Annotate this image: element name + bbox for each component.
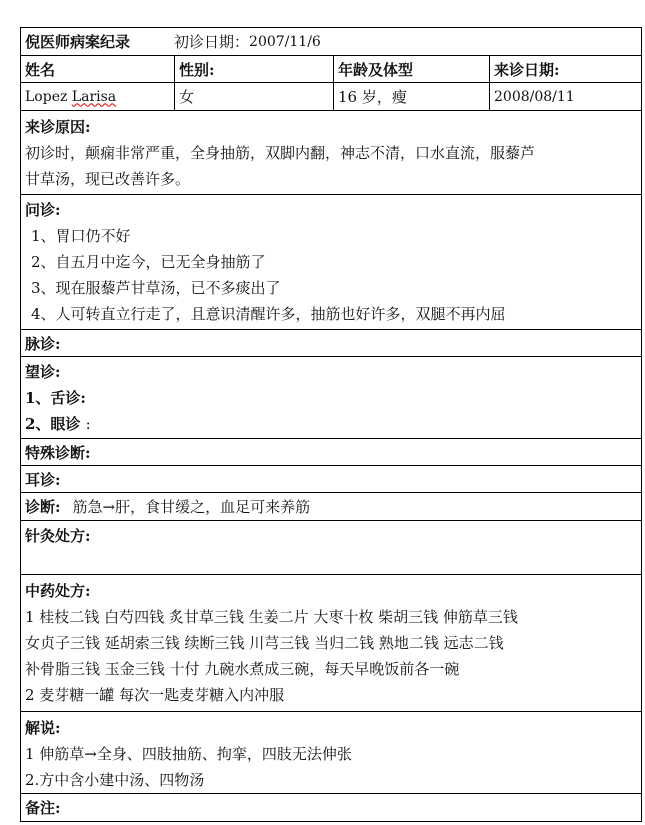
case-record-table — [20, 27, 642, 822]
doc-title: 倪医师病案纪录 — [25, 33, 131, 51]
pulse-section — [21, 330, 641, 357]
info-label-row — [21, 56, 641, 83]
inquiry-line: 1、胃口仍不好 — [31, 227, 131, 245]
visit-date: 2008/08/11 — [494, 88, 575, 105]
pulse-heading: 脉诊: — [25, 334, 61, 353]
patient-gender: 女 — [175, 83, 334, 110]
eye-exam-label — [25, 411, 637, 437]
remarks-section — [21, 794, 641, 821]
herbal-line: 女贞子三钱 延胡索三钱 续断三钱 川芎三钱 当归二钱 熟地二钱 远志二钱 — [25, 634, 504, 652]
title-row — [21, 28, 641, 56]
inquiry-line: 2、自五月中迄今，已无全身抽筋了 — [31, 253, 266, 271]
name-label: 姓名 — [21, 56, 175, 82]
special-diagnosis-heading: 特殊诊断: — [25, 443, 91, 462]
reason-heading: 来诊原因: — [25, 118, 91, 136]
special-diagnosis-section — [21, 439, 641, 466]
patient-last-name: Larisa — [71, 88, 117, 105]
reason-line: 甘草汤，现已改善许多。 — [25, 170, 191, 188]
patient-name — [21, 83, 175, 110]
age-build-label: 年龄及体型 — [334, 56, 490, 82]
acupuncture-section — [21, 521, 641, 575]
ear-heading: 耳诊: — [25, 470, 61, 489]
inquiry-line: 3、现在服藜芦甘草汤，已不多痰出了 — [31, 279, 281, 297]
tongue-exam-label: 1、舌诊: — [25, 389, 86, 407]
herbal-heading: 中药处方: — [25, 582, 91, 600]
explanation-section — [21, 712, 641, 794]
gender-label: 性别: — [175, 56, 334, 82]
ear-section — [21, 466, 641, 493]
explanation-heading: 解说: — [25, 719, 61, 737]
eye-exam-colon: : — [85, 415, 91, 433]
diagnosis-heading: 诊断: — [25, 498, 61, 516]
inquiry-section — [21, 195, 641, 330]
first-visit-date: 2007/11/6 — [249, 33, 321, 50]
inquiry-heading: 问诊: — [25, 201, 61, 219]
visit-date-label: 来诊日期: — [494, 60, 560, 79]
diagnosis-text: 筋急→肝，食甘缓之，血足可来养筋 — [72, 498, 311, 516]
herbal-line: 补骨脂三钱 玉金三钱 十付 九碗水煮成三碗，每天早晚饭前各一碗 — [25, 660, 460, 678]
herbal-line: 2 麦芽糖一罐 每次一匙麦芽糖入内冲服 — [25, 686, 285, 704]
inspection-heading: 望诊: — [25, 363, 61, 381]
first-visit-label: 初诊日期： — [174, 33, 250, 51]
patient-first-name: Lopez — [25, 88, 68, 105]
explanation-line: 1 伸筋草→全身、四肢抽筋、拘挛，四肢无法伸张 — [25, 745, 352, 763]
diagnosis-section — [21, 493, 641, 521]
herbal-section — [21, 575, 641, 712]
eye-exam-text: 2、眼诊 — [25, 415, 81, 433]
patient-age-build: 16 岁，瘦 — [334, 83, 490, 110]
explanation-line: 2.方中含小建中汤、四物汤 — [25, 771, 205, 789]
acupuncture-heading: 针灸处方: — [25, 527, 91, 545]
reason-line: 初诊时，颠痫非常严重，全身抽筋，双脚内翻，神志不清，口水直流，服藜芦 — [25, 144, 536, 162]
info-value-row — [21, 83, 641, 111]
inquiry-line: 4、人可转直立行走了，且意识清醒许多，抽筋也好许多，双腿不再内屈 — [31, 305, 506, 323]
remarks-heading: 备注: — [25, 799, 61, 817]
reason-section — [21, 111, 641, 195]
herbal-line: 1 桂枝二钱 白芍四钱 炙甘草三钱 生姜二片 大枣十枚 柴胡三钱 伸筋草三钱 — [25, 608, 518, 626]
inspection-section — [21, 357, 641, 439]
